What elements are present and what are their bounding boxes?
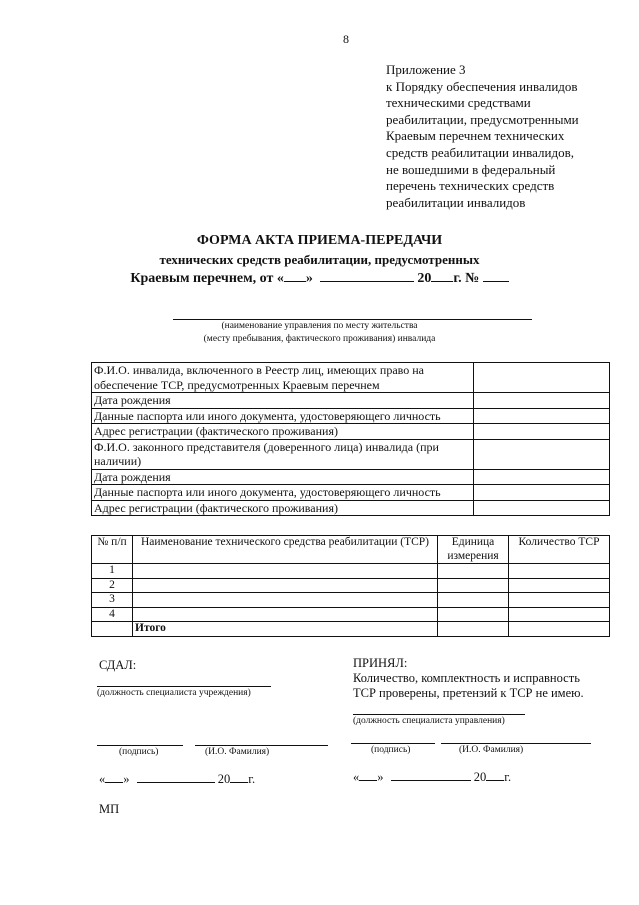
row-number: 2 (92, 578, 133, 593)
info-label: Данные паспорта или иного документа, удостоверяющего личность (92, 485, 474, 501)
received-note: Количество, комплектность и исправность (353, 671, 580, 685)
title-text: 20 (417, 271, 432, 286)
title-text: г. № (453, 271, 480, 286)
title-text: » (305, 271, 313, 286)
appendix-line: Приложение 3 (386, 62, 466, 77)
total-unit-cell[interactable] (438, 622, 509, 637)
unit-cell[interactable] (438, 578, 509, 593)
name-cell[interactable] (133, 564, 438, 579)
info-value-cell[interactable] (474, 363, 610, 393)
appendix-line: реабилитации, предусмотренными (386, 111, 579, 127)
table-row (92, 424, 610, 440)
unit-cell[interactable] (438, 593, 509, 608)
received-day-blank[interactable] (359, 769, 377, 781)
appendix-line: к Порядку обеспечения инвалидов (386, 78, 578, 94)
handed-signature-caption: (подпись) (119, 747, 159, 757)
handed-position-line[interactable] (97, 686, 271, 687)
info-label: Адрес регистрации (фактического проживания) (92, 500, 474, 516)
received-position-line[interactable] (353, 714, 525, 715)
info-label: Ф.И.О. инвалида, включенного в Реестр лиц, имеющих право на обеспечение ТСР, предусмотренных Краевым перечнем (92, 363, 474, 393)
info-value-cell[interactable] (474, 424, 610, 440)
appendix-line: техническими средствами (386, 95, 531, 111)
col-header-qty: Количество ТСР (509, 536, 610, 564)
name-cell[interactable] (133, 593, 438, 608)
info-label: Адрес регистрации (фактического проживания) (92, 424, 474, 440)
handed-position-caption: (должность специалиста учреждения) (97, 688, 251, 698)
year-suffix: г. (504, 770, 512, 784)
act-number-blank[interactable] (483, 269, 509, 282)
year-blank[interactable] (431, 269, 453, 282)
person-info-table (91, 362, 610, 516)
table-row (92, 485, 610, 501)
appendix-line: перечень технических средств (386, 178, 555, 194)
table-row (92, 363, 610, 393)
table-row (92, 393, 610, 409)
page-number: 8 (343, 32, 349, 46)
qty-cell[interactable] (509, 564, 610, 579)
received-title: ПРИНЯЛ: (353, 656, 408, 670)
form-date-number-line (0, 269, 639, 287)
info-value-cell[interactable] (474, 408, 610, 424)
row-number: 3 (92, 593, 133, 608)
handed-month-blank[interactable] (137, 771, 215, 783)
unit-cell[interactable] (438, 607, 509, 622)
month-blank[interactable] (320, 269, 414, 282)
received-note: ТСР проверены, претензий к ТСР не имею. (353, 686, 584, 700)
col-header-unit: Единица измерения (438, 536, 509, 564)
row-number: 4 (92, 607, 133, 622)
handed-name-caption: (И.О. Фамилия) (205, 747, 270, 757)
received-name-line[interactable] (441, 743, 591, 744)
table-row (92, 500, 610, 516)
row-number: 1 (92, 564, 133, 579)
appendix-line: не вошедшими в федеральный (386, 161, 556, 177)
table-row (92, 607, 610, 622)
appendix-line: Краевым перечнем технических (386, 128, 565, 144)
total-num-cell (92, 622, 133, 637)
info-value-cell[interactable] (474, 485, 610, 501)
management-name-line[interactable] (173, 319, 532, 320)
title-text: Краевым перечнем, от « (130, 271, 284, 286)
table-header-row (92, 536, 610, 564)
year-prefix: 20 (473, 770, 487, 784)
received-position-caption: (должность специалиста управления) (353, 716, 505, 726)
handed-year-blank[interactable] (230, 771, 248, 783)
received-date (353, 769, 511, 785)
info-label: Ф.И.О. законного представителя (доверенного лица) инвалида (при наличии) (92, 439, 474, 469)
col-header-name: Наименование технического средства реабилитации (ТСР) (133, 536, 438, 564)
table-row (92, 593, 610, 608)
appendix-header (386, 62, 636, 211)
qty-cell[interactable] (509, 607, 610, 622)
info-label: Данные паспорта или иного документа, удостоверяющего личность (92, 408, 474, 424)
info-value-cell[interactable] (474, 393, 610, 409)
date-open-quote: « (99, 772, 106, 786)
info-value-cell[interactable] (474, 469, 610, 485)
received-month-blank[interactable] (391, 769, 471, 781)
year-suffix: г. (248, 772, 256, 786)
handed-date (99, 771, 255, 787)
handed-signature-line[interactable] (97, 745, 183, 746)
info-value-cell[interactable] (474, 500, 610, 516)
table-row (92, 408, 610, 424)
info-label: Дата рождения (92, 469, 474, 485)
received-signature-caption: (подпись) (371, 745, 411, 755)
table-row (92, 578, 610, 593)
management-caption: (наименование управления по месту жительства (221, 321, 418, 331)
unit-cell[interactable] (438, 564, 509, 579)
qty-cell[interactable] (509, 578, 610, 593)
received-year-blank[interactable] (486, 769, 504, 781)
appendix-line: средств реабилитации инвалидов, (386, 144, 574, 160)
form-subtitle: технических средств реабилитации, предусмотренных (159, 252, 480, 267)
total-qty-cell[interactable] (509, 622, 610, 637)
table-row (92, 564, 610, 579)
name-cell[interactable] (133, 578, 438, 593)
info-label: Дата рождения (92, 393, 474, 409)
info-value-cell[interactable] (474, 439, 610, 469)
date-close-quote: » (377, 770, 384, 784)
qty-cell[interactable] (509, 593, 610, 608)
col-header-num: № п/п (92, 536, 133, 564)
table-total-row (92, 622, 610, 637)
appendix-line: реабилитации инвалидов (386, 194, 526, 210)
year-prefix: 20 (217, 772, 231, 786)
form-title: ФОРМА АКТА ПРИЕМА-ПЕРЕДАЧИ (196, 233, 443, 248)
received-signature-line[interactable] (351, 743, 435, 744)
received-name-caption: (И.О. Фамилия) (459, 745, 524, 755)
day-blank[interactable] (284, 269, 306, 282)
table-row (92, 469, 610, 485)
handed-name-line[interactable] (195, 745, 328, 746)
management-caption: (месту пребывания, фактического проживания) инвалида (203, 334, 436, 344)
handed-title: СДАЛ: (99, 658, 137, 672)
total-label: Итого (133, 622, 438, 637)
stamp-label: МП (99, 802, 120, 816)
date-open-quote: « (353, 770, 360, 784)
table-row (92, 439, 610, 469)
tsr-items-table (91, 535, 610, 637)
handed-day-blank[interactable] (105, 771, 123, 783)
name-cell[interactable] (133, 607, 438, 622)
date-close-quote: » (123, 772, 130, 786)
